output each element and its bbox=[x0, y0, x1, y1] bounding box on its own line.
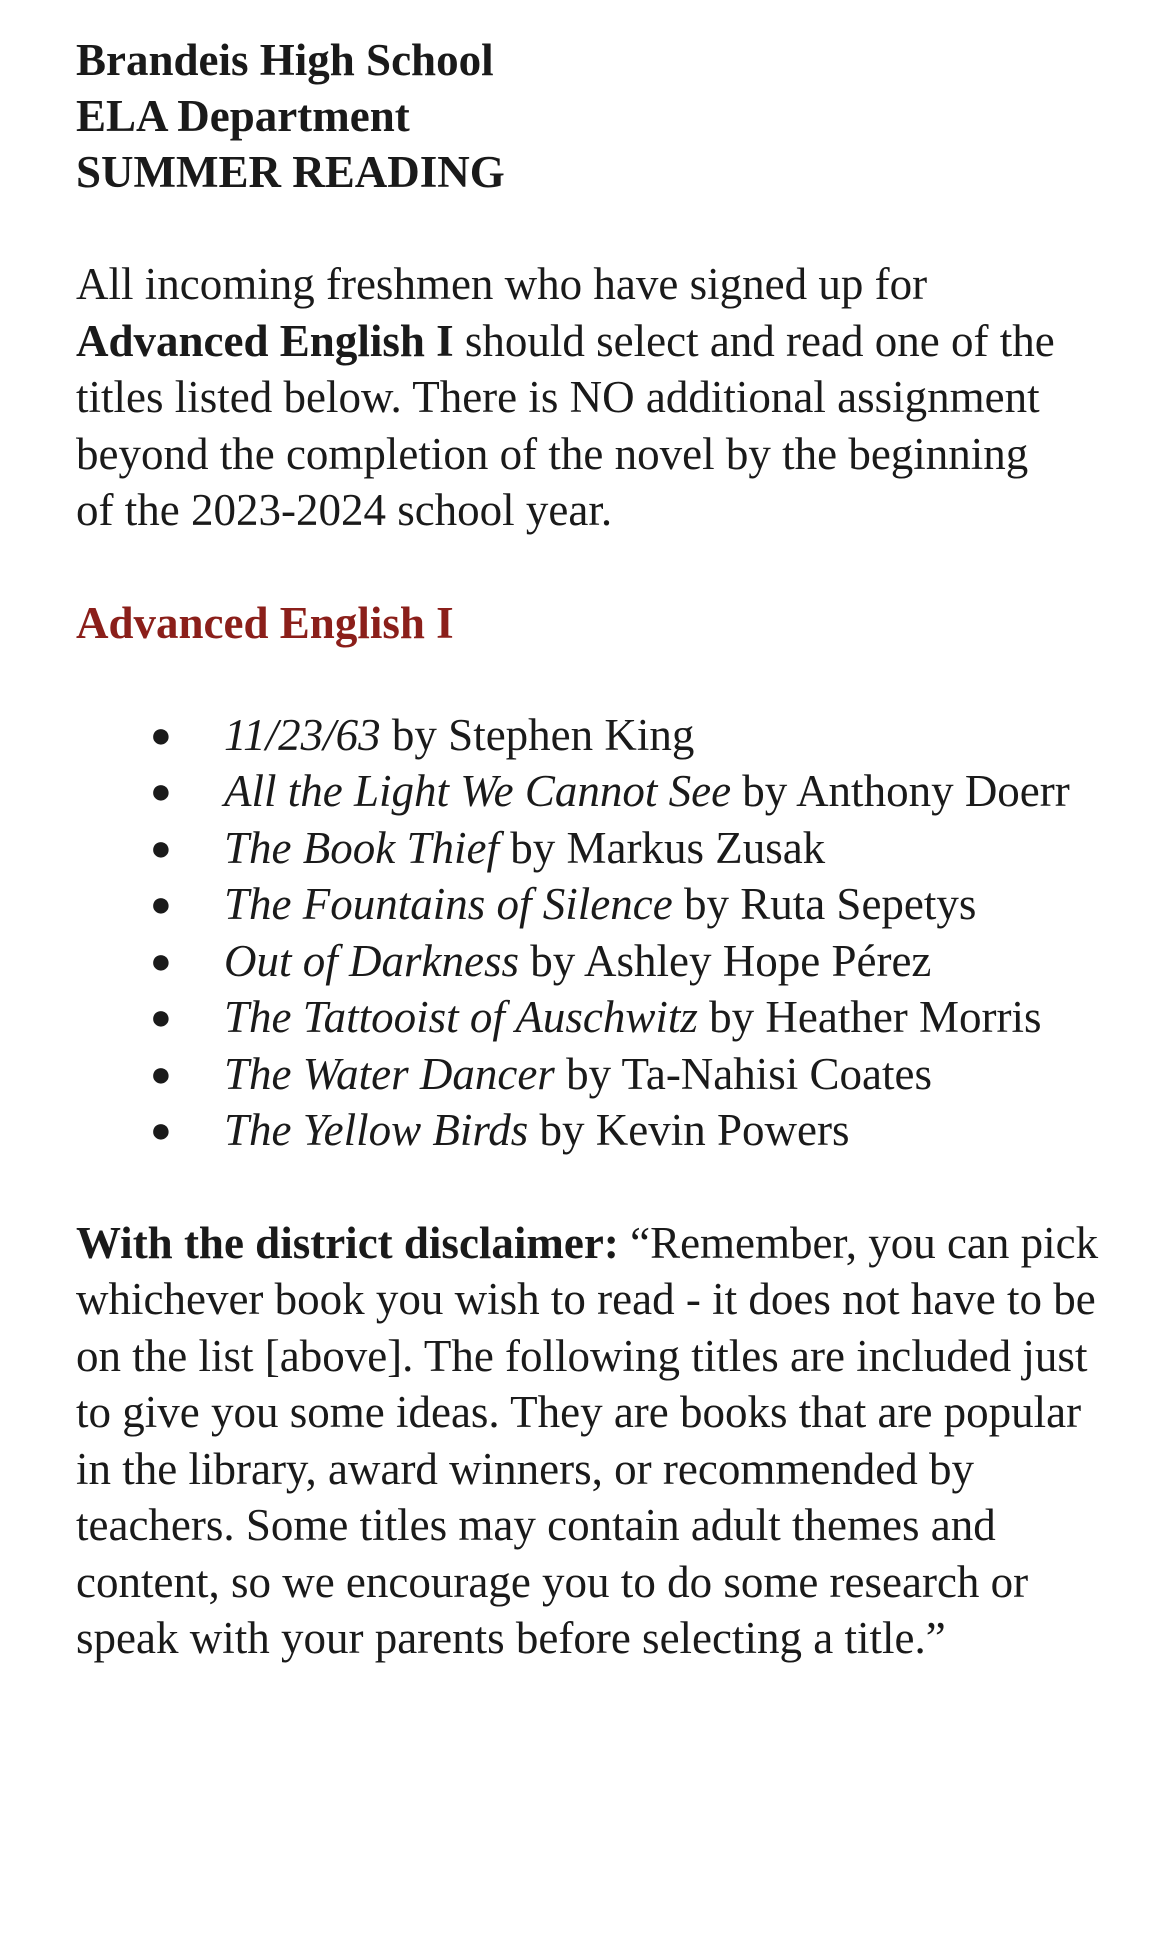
book-author: by Ta-Nahisi Coates bbox=[554, 1048, 933, 1099]
book-author: by Markus Zusak bbox=[498, 822, 826, 873]
book-title: All the Light We Cannot See bbox=[224, 766, 732, 816]
list-item bbox=[76, 989, 1104, 1046]
list-item bbox=[76, 820, 1104, 877]
intro-text-after: should select and read one of the titles listed below. There is NO additional assignment beyond the completion of the novel by the beginning of the 2023-2024 school year. bbox=[76, 315, 1055, 535]
bullet-icon: ● bbox=[150, 771, 172, 811]
bullet-icon: ● bbox=[150, 884, 172, 924]
program-title: SUMMER READING bbox=[76, 147, 505, 197]
list-item bbox=[76, 876, 1104, 933]
list-item bbox=[76, 1102, 1104, 1159]
book-title: 11/23/63 bbox=[224, 709, 381, 760]
book-title: The Yellow Birds bbox=[224, 1105, 529, 1155]
bullet-icon: ● bbox=[150, 827, 172, 868]
book-author: by Ashley Hope Pérez bbox=[518, 935, 932, 986]
book-title: The Tattooist of Auschwitz bbox=[224, 992, 698, 1042]
book-author: by Anthony Doerr bbox=[731, 766, 1070, 816]
book-title: The Book Thief bbox=[224, 822, 499, 873]
document-header bbox=[76, 32, 1110, 200]
bullet-icon: ● bbox=[150, 1053, 172, 1094]
book-author: by Kevin Powers bbox=[528, 1105, 850, 1155]
book-list bbox=[76, 707, 1110, 1159]
book-author: by Heather Morris bbox=[697, 992, 1042, 1042]
intro-course-name: Advanced English I bbox=[76, 315, 454, 366]
bullet-icon: ● bbox=[150, 940, 172, 981]
bullet-icon: ● bbox=[150, 1110, 172, 1150]
disclaimer-paragraph bbox=[76, 1215, 1116, 1667]
bullet-icon: ● bbox=[150, 714, 172, 755]
intro-text-before: All incoming freshmen who have signed up for bbox=[76, 259, 928, 309]
book-title: The Water Dancer bbox=[224, 1048, 555, 1099]
book-author: by Ruta Sepetys bbox=[672, 879, 977, 929]
list-item bbox=[76, 1046, 1104, 1103]
book-title: Out of Darkness bbox=[224, 935, 519, 986]
list-item bbox=[76, 933, 1104, 990]
bullet-icon: ● bbox=[150, 997, 172, 1037]
disclaimer-label: With the district disclaimer: bbox=[76, 1217, 619, 1268]
list-item bbox=[76, 763, 1104, 820]
disclaimer-text: “Remember, you can pick whichever book you wish to read - it does not have to be on the list [above]. The following titles are included just to give you some ideas. They are books that are popular in the library, award winners, or recommended by teachers. Some titles may contain adult themes and content, so we encourage you to do some research or speak with your parents before selecting a title.” bbox=[76, 1217, 1099, 1663]
section-title: Advanced English I bbox=[76, 597, 454, 648]
list-item bbox=[76, 707, 1104, 764]
intro-paragraph bbox=[76, 256, 1076, 539]
book-title: The Fountains of Silence bbox=[224, 879, 673, 929]
book-author: by Stephen King bbox=[380, 709, 695, 760]
department-name: ELA Department bbox=[76, 91, 410, 141]
school-name: Brandeis High School bbox=[76, 35, 494, 85]
